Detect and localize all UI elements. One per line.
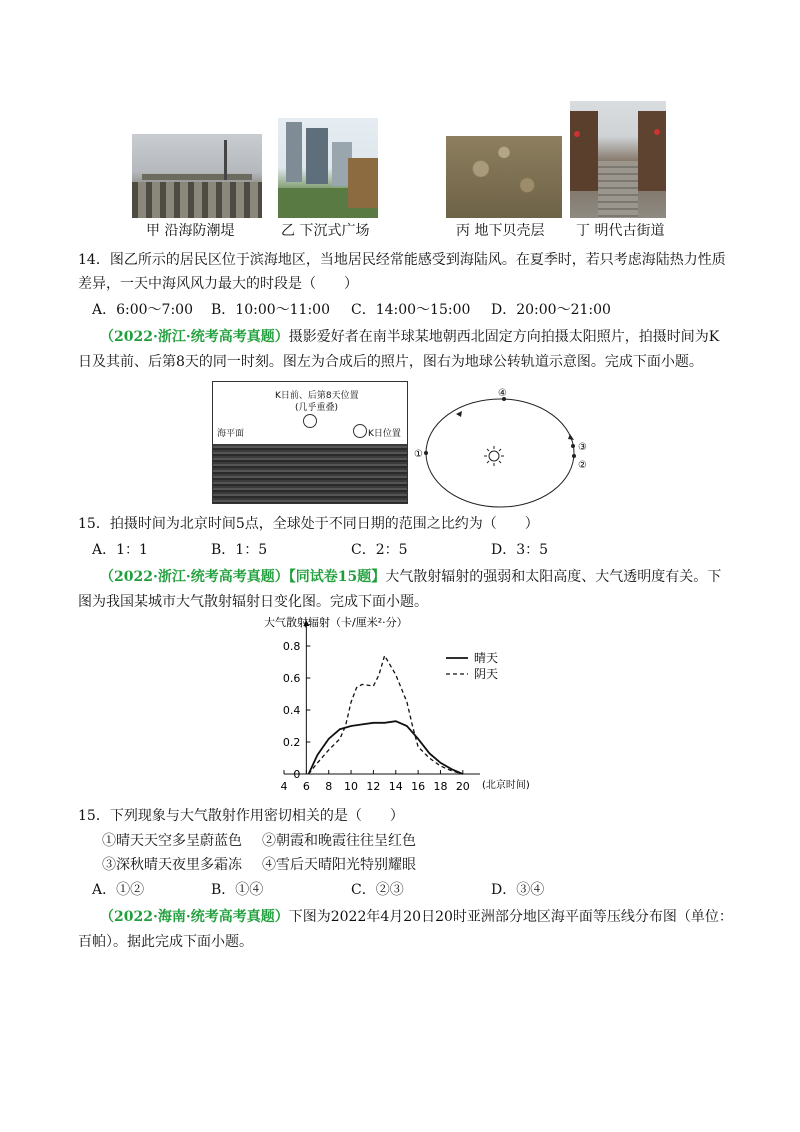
q15a-option-c[interactable]: C．2：5 bbox=[351, 542, 408, 558]
y-tick-label: 0.6 bbox=[282, 672, 301, 685]
orbit-label-4: ④ bbox=[498, 388, 507, 399]
q14-stem-line2: 差异，一天中海风风力最大的时段是（ ） bbox=[78, 276, 358, 292]
q15a-option-d[interactable]: D．3：5 bbox=[491, 542, 549, 558]
caption-yi: 乙 下沉式广场 bbox=[281, 223, 370, 239]
series-line-cloudy bbox=[309, 656, 463, 774]
y-tick-label: 0 bbox=[293, 768, 301, 781]
q14-option-a[interactable]: A．6:00～7:00 bbox=[92, 302, 193, 318]
scattered-radiation-chart bbox=[250, 614, 550, 796]
q14-option-d[interactable]: D．20:00～21:00 bbox=[491, 302, 611, 318]
source-tag: （2022·浙江·统考高考真题） bbox=[100, 329, 289, 345]
intro3-line2: 图为我国某城市大气散射辐射日变化图。完成下面小题。 bbox=[78, 594, 428, 610]
intro3-line1: （2022·浙江·统考高考真题）【同试卷15题】大气散射辐射的强弱和太阳高度、大气透明度有关。下 bbox=[100, 569, 722, 585]
source-tag: （2022·浙江·统考高考真题）【同试卷15题】 bbox=[100, 569, 386, 585]
legend-label-sunny: 晴天 bbox=[474, 651, 499, 665]
q15b-option-c[interactable]: C．②③ bbox=[351, 882, 404, 898]
q15b-item-4: ④雪后天晴阳光特别耀眼 bbox=[262, 857, 416, 873]
q14-option-b[interactable]: B．10:00～11:00 bbox=[211, 302, 330, 318]
q15b-item-2: ②朝霞和晚霞往往呈红色 bbox=[262, 833, 416, 849]
sun-icon bbox=[484, 446, 504, 466]
orbit-point-2 bbox=[572, 454, 576, 458]
photo-seawall bbox=[132, 134, 262, 218]
orbit-arrow-left bbox=[456, 411, 462, 417]
q15b-stem: 15．下列现象与大气散射作用密切相关的是（ ） bbox=[78, 808, 404, 824]
q14-stem-line1: 14．图乙所示的居民区位于滨海地区，当地居民经常能感受到海陆风。在夏季时，若只考虑海陆热力性质 bbox=[78, 252, 726, 268]
x-tick-label: 4 bbox=[280, 780, 288, 793]
photo-ancient-street bbox=[570, 101, 666, 218]
caption-bing: 丙 地下贝壳层 bbox=[456, 223, 545, 239]
x-tick-label: 16 bbox=[411, 780, 426, 793]
y-tick-label: 0.2 bbox=[282, 736, 301, 749]
y-tick-label: 0.8 bbox=[282, 640, 301, 653]
x-tick-label: 20 bbox=[455, 780, 470, 793]
x-tick-label: 12 bbox=[366, 780, 381, 793]
x-axis-label: (北京时间) bbox=[482, 780, 530, 791]
photo-label-top2: (几乎重叠) bbox=[295, 403, 339, 413]
photo-label-top1: K日前、后第8天位置 bbox=[275, 391, 359, 401]
intro2-line2: 日及其前、后第8天的同一时刻。图左为合成后的照片，图右为地球公转轨道示意图。完成下面小题。 bbox=[78, 354, 703, 370]
photo-label-k: K日位置 bbox=[368, 429, 401, 439]
x-tick-label: 6 bbox=[302, 780, 310, 793]
orbit-point-1 bbox=[424, 451, 428, 455]
orbit-diagram bbox=[412, 386, 598, 510]
orbit-point-3 bbox=[571, 444, 575, 448]
x-tick-label: 8 bbox=[325, 780, 333, 793]
sun-photo-figure bbox=[212, 381, 408, 504]
q15b-item-1: ①晴天天空多呈蔚蓝色 bbox=[102, 833, 242, 849]
q15a-stem: 15．拍摄时间为北京时间5点，全球处于不同日期的范围之比约为（ ） bbox=[78, 516, 539, 532]
orbit-arrow-right bbox=[568, 434, 574, 440]
caption-ding: 丁 明代古街道 bbox=[576, 223, 665, 239]
q15a-option-b[interactable]: B．1：5 bbox=[211, 542, 268, 558]
sun-icon-k bbox=[353, 424, 367, 438]
y-axis-label: 大气散射辐射（卡/厘米²·分） bbox=[264, 616, 408, 629]
y-tick-label: 0.4 bbox=[282, 704, 301, 717]
photo-shell-layer bbox=[446, 136, 562, 218]
x-tick-label: 18 bbox=[433, 780, 448, 793]
q15b-option-b[interactable]: B．①④ bbox=[211, 882, 264, 898]
q14-option-c[interactable]: C．14:00～15:00 bbox=[351, 302, 471, 318]
intro4-line2: 百帕）。据此完成下面小题。 bbox=[78, 934, 253, 950]
intro2-line1: （2022·浙江·统考高考真题）摄影爱好者在南半球某地朝西北固定方向拍摄太阳照片，拍摄时间为K bbox=[100, 329, 720, 345]
legend-label-cloudy: 阴天 bbox=[474, 667, 499, 681]
x-tick-label: 14 bbox=[388, 780, 403, 793]
x-tick-label: 10 bbox=[344, 780, 359, 793]
q15b-item-3: ③深秋晴天夜里多霜冻 bbox=[102, 857, 242, 873]
q15b-option-a[interactable]: A．①② bbox=[92, 882, 145, 898]
sun-icon-kplusminus8 bbox=[303, 414, 317, 428]
q15a-option-a[interactable]: A．1：1 bbox=[92, 542, 148, 558]
orbit-label-3: ③ bbox=[578, 442, 587, 453]
orbit-label-2: ② bbox=[578, 460, 587, 471]
orbit-label-1: ① bbox=[414, 449, 423, 460]
orbit-ellipse bbox=[426, 399, 574, 507]
q15b-option-d[interactable]: D．③④ bbox=[491, 882, 545, 898]
intro4-line1: （2022·海南·统考高考真题）下图为2022年4月20日20时亚洲部分地区海平面等压线分布图（单位： bbox=[100, 909, 733, 925]
caption-jia: 甲 沿海防潮堤 bbox=[146, 223, 235, 239]
photo-sunken-plaza bbox=[278, 118, 378, 218]
source-tag: （2022·海南·统考高考真题） bbox=[100, 909, 289, 925]
photo-label-sea: 海平面 bbox=[217, 429, 245, 439]
